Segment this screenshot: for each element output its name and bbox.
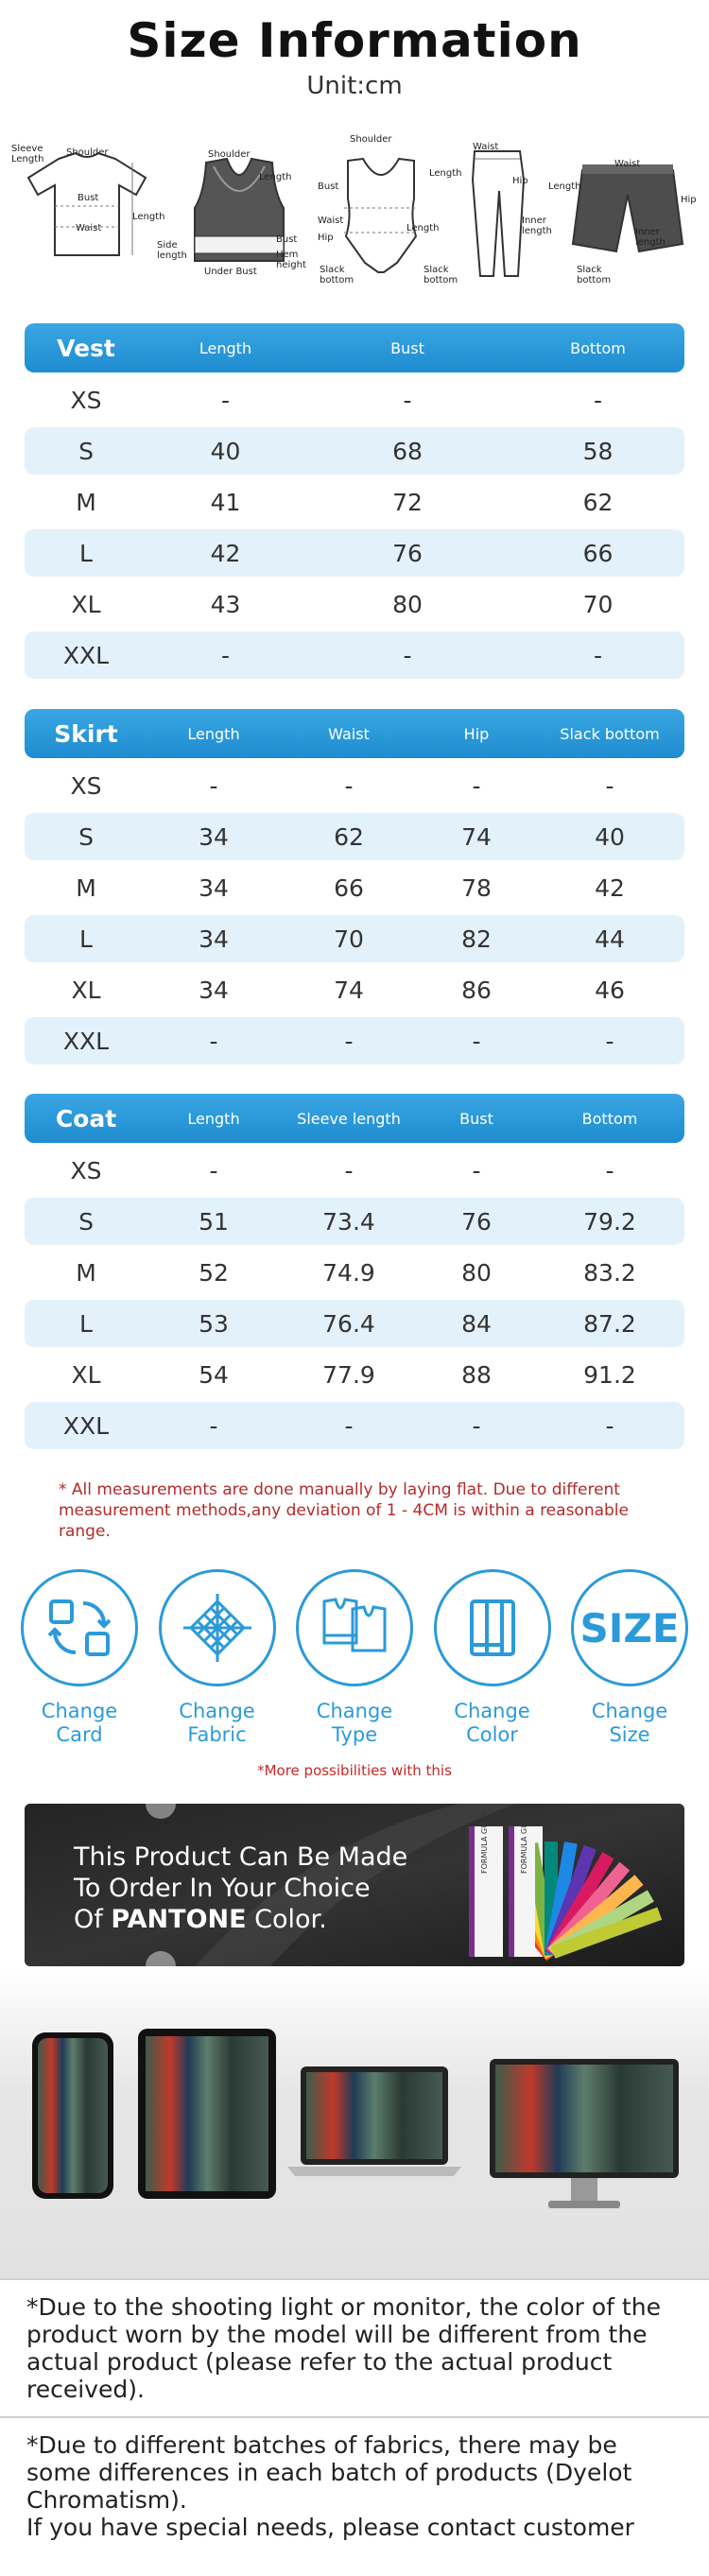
value-cell: - bbox=[472, 1027, 481, 1055]
feature-label-line1: Change bbox=[316, 1700, 393, 1722]
bodysuit-diagram-icon bbox=[329, 142, 433, 284]
column-header: Waist bbox=[328, 724, 370, 743]
bodysuit-label-slack-bottom: Slack bottom bbox=[320, 265, 354, 285]
value-cell: - bbox=[344, 1027, 354, 1055]
vest-label-under-bust: Under Bust bbox=[204, 267, 257, 277]
value-cell: 79.2 bbox=[583, 1207, 636, 1236]
feature-change-fabric bbox=[159, 1569, 276, 1747]
size-cell: XS bbox=[70, 1156, 102, 1184]
feature-label-line1: Change bbox=[454, 1700, 530, 1722]
leggings-label-hip: Hip bbox=[512, 176, 528, 186]
garment-diagrams bbox=[0, 132, 709, 293]
change-card-icon bbox=[21, 1569, 138, 1686]
value-cell: 68 bbox=[392, 437, 423, 465]
value-cell: 80 bbox=[461, 1258, 492, 1287]
value-cell: - bbox=[472, 1411, 481, 1440]
table-row bbox=[25, 478, 684, 526]
pantone-color-fan bbox=[535, 1804, 684, 1966]
table-row bbox=[25, 966, 684, 1013]
skirt-size-table bbox=[25, 709, 684, 1064]
coat-size-table bbox=[25, 1094, 684, 1449]
feature-label bbox=[296, 1700, 413, 1747]
size-cell: L bbox=[79, 1309, 93, 1338]
pantone-line1: This Product Can Be Made bbox=[74, 1842, 408, 1872]
table-row bbox=[25, 427, 684, 475]
column-header: Length bbox=[187, 724, 240, 743]
size-cell: M bbox=[76, 873, 96, 902]
value-cell: 62 bbox=[582, 488, 614, 516]
coat-label-waist: Waist bbox=[76, 223, 102, 233]
size-cell: XL bbox=[71, 1360, 101, 1389]
pantone-banner bbox=[25, 1804, 684, 1966]
size-cell: L bbox=[79, 925, 93, 953]
change-color-icon bbox=[434, 1569, 551, 1686]
size-cell: XL bbox=[71, 590, 101, 618]
disclaimer-lighting: *Due to the shooting light or monitor, the color of the product worn by the model will be different from the actual product (please refer to the actual product received). bbox=[0, 2278, 709, 2395]
size-cell: S bbox=[78, 822, 94, 851]
table-row bbox=[25, 376, 684, 424]
coat-label-shoulder: Shoulder bbox=[66, 147, 109, 158]
table-row bbox=[25, 813, 684, 860]
value-cell: - bbox=[209, 1027, 218, 1055]
column-header: Hip bbox=[463, 724, 490, 743]
table-header bbox=[25, 1094, 684, 1143]
value-cell: - bbox=[403, 386, 412, 414]
feature-change-card bbox=[21, 1569, 138, 1747]
value-cell: 43 bbox=[210, 590, 241, 618]
value-cell: - bbox=[605, 1156, 614, 1184]
size-icon bbox=[571, 1569, 688, 1686]
shorts-label-waist: Waist bbox=[614, 159, 641, 169]
feature-label bbox=[434, 1700, 551, 1747]
size-cell: M bbox=[76, 488, 96, 516]
bodysuit-label-length: Length bbox=[406, 223, 440, 233]
value-cell: - bbox=[209, 1411, 218, 1440]
pantone-line2: To Order In Your Choice bbox=[74, 1874, 371, 1903]
vest-size-table bbox=[25, 323, 684, 679]
feature-label-line1: Change bbox=[591, 1700, 668, 1722]
leggings-label-inner-length: Inner length bbox=[522, 216, 552, 236]
shorts-label-hip: Hip bbox=[681, 195, 697, 205]
size-cell: S bbox=[78, 1207, 94, 1236]
value-cell: 72 bbox=[392, 488, 423, 516]
size-cell: XXL bbox=[62, 641, 110, 669]
feature-change-size bbox=[571, 1569, 688, 1747]
feature-label-line2: Size bbox=[609, 1723, 650, 1746]
size-cell: XXL bbox=[62, 1027, 110, 1055]
size-cell: S bbox=[78, 437, 94, 465]
size-cell: L bbox=[79, 539, 93, 567]
feature-change-color bbox=[434, 1569, 551, 1747]
size-cell: XS bbox=[70, 771, 102, 800]
value-cell: - bbox=[220, 386, 231, 414]
more-possibilities-note: *More possibilities with this bbox=[257, 1762, 452, 1779]
table-header bbox=[25, 323, 684, 372]
table-row bbox=[25, 1198, 684, 1245]
leggings-label-slack-bottom: Slack bottom bbox=[424, 265, 458, 285]
coat-label-sleeve-length: Sleeve Length bbox=[11, 144, 44, 164]
value-cell: 34 bbox=[199, 873, 229, 902]
feature-label-line1: Change bbox=[41, 1700, 118, 1722]
value-cell: 40 bbox=[595, 822, 625, 851]
vest-label-side-length: Side length bbox=[157, 240, 187, 261]
value-cell: 70 bbox=[582, 590, 614, 618]
value-cell: - bbox=[605, 771, 614, 800]
size-cell: M bbox=[76, 1258, 96, 1287]
value-cell: 66 bbox=[582, 539, 614, 567]
value-cell: - bbox=[472, 771, 481, 800]
value-cell: - bbox=[344, 1411, 354, 1440]
value-cell: 80 bbox=[392, 590, 423, 618]
value-cell: 84 bbox=[461, 1309, 492, 1338]
value-cell: 54 bbox=[199, 1360, 229, 1389]
page-title: Size Information bbox=[127, 13, 582, 68]
shorts-label-inner-length: Inner length bbox=[635, 227, 666, 248]
table-row bbox=[25, 864, 684, 911]
value-cell: 74.9 bbox=[322, 1258, 375, 1287]
table-header bbox=[25, 709, 684, 758]
value-cell: 91.2 bbox=[583, 1360, 636, 1389]
value-cell: 58 bbox=[582, 437, 614, 465]
pantone-banner-text bbox=[74, 1841, 407, 1935]
value-cell: 34 bbox=[199, 822, 229, 851]
value-cell: 66 bbox=[334, 873, 364, 902]
measurement-note: * All measurements are done manually by laying flat. Due to different measurement methods,any deviation of 1 - 4CM is within a reasonable range. bbox=[59, 1480, 629, 1541]
value-cell: 76 bbox=[461, 1207, 492, 1236]
value-cell: - bbox=[344, 1156, 354, 1184]
value-cell: - bbox=[593, 386, 603, 414]
guide-label: FORMULA GUIDE bbox=[480, 1809, 489, 1874]
table-title: Vest bbox=[57, 334, 115, 362]
bodysuit-label-waist: Waist bbox=[318, 216, 344, 226]
size-cell: XL bbox=[71, 976, 101, 1004]
feature-label bbox=[159, 1700, 276, 1747]
table-row bbox=[25, 1351, 684, 1398]
size-icon-text: SIZE bbox=[579, 1604, 680, 1651]
value-cell: - bbox=[403, 641, 412, 669]
value-cell: 74 bbox=[461, 822, 492, 851]
feature-label bbox=[21, 1700, 138, 1747]
value-cell: - bbox=[209, 771, 218, 800]
table-row bbox=[25, 1147, 684, 1194]
value-cell: - bbox=[593, 641, 603, 669]
vest-label-hem-height: Hem height bbox=[276, 250, 306, 270]
vest-label-shoulder: Shoulder bbox=[208, 149, 251, 160]
table-row bbox=[25, 529, 684, 577]
value-cell: - bbox=[472, 1156, 481, 1184]
value-cell: 74 bbox=[334, 976, 364, 1004]
value-cell: 88 bbox=[461, 1360, 492, 1389]
value-cell: - bbox=[220, 641, 231, 669]
table-row bbox=[25, 915, 684, 962]
value-cell: 78 bbox=[461, 873, 492, 902]
vest-label-length: Length bbox=[259, 172, 292, 182]
feature-label-line2: Type bbox=[331, 1723, 378, 1746]
leggings-label-length: Length bbox=[429, 168, 462, 179]
column-header: Length bbox=[187, 1109, 240, 1128]
value-cell: 83.2 bbox=[583, 1258, 636, 1287]
value-cell: 86 bbox=[461, 976, 492, 1004]
bodysuit-label-bust: Bust bbox=[318, 182, 339, 192]
value-cell: - bbox=[344, 771, 354, 800]
value-cell: 52 bbox=[199, 1258, 229, 1287]
table-row bbox=[25, 631, 684, 679]
leggings-diagram-icon bbox=[452, 142, 546, 284]
value-cell: 77.9 bbox=[322, 1360, 375, 1389]
table-title: Skirt bbox=[54, 719, 118, 748]
feature-change-type bbox=[296, 1569, 413, 1747]
size-cell: XXL bbox=[62, 1411, 110, 1440]
device-color-showcase bbox=[0, 1966, 709, 2278]
feature-label-line1: Change bbox=[179, 1700, 255, 1722]
feature-label-line2: Card bbox=[56, 1723, 103, 1746]
coat-label-length: Length bbox=[132, 212, 165, 222]
value-cell: - bbox=[605, 1027, 614, 1055]
value-cell: 76 bbox=[392, 539, 423, 567]
table-row bbox=[25, 1017, 684, 1064]
value-cell: - bbox=[209, 1156, 218, 1184]
table-title: Coat bbox=[55, 1104, 117, 1132]
disclaimer-fabric-batch: *Due to different batches of fabrics, there may be some differences in each batch of products (Dyelot Chromatism). If you have special needs, please contact customer bbox=[0, 2416, 709, 2576]
value-cell: 62 bbox=[334, 822, 364, 851]
pantone-line3: Of PANTONE Color. bbox=[74, 1905, 327, 1934]
value-cell: 73.4 bbox=[322, 1207, 375, 1236]
guide-label: FORMULA GUIDE bbox=[520, 1809, 528, 1874]
table-row bbox=[25, 762, 684, 809]
value-cell: 53 bbox=[199, 1309, 229, 1338]
shorts-label-length: Length bbox=[548, 182, 581, 192]
leggings-label-waist: Waist bbox=[473, 142, 499, 152]
value-cell: 46 bbox=[595, 976, 625, 1004]
column-header: Bust bbox=[459, 1109, 493, 1128]
column-header: Bottom bbox=[581, 1109, 638, 1128]
change-fabric-icon bbox=[159, 1569, 276, 1686]
bodysuit-label-hip: Hip bbox=[318, 233, 334, 243]
column-header: Bottom bbox=[570, 338, 626, 357]
column-header: Sleeve length bbox=[297, 1109, 401, 1128]
value-cell: 44 bbox=[595, 925, 625, 953]
table-row bbox=[25, 1300, 684, 1347]
shorts-label-slack-bottom: Slack bottom bbox=[577, 265, 612, 285]
bodysuit-label-shoulder: Shoulder bbox=[350, 134, 392, 145]
value-cell: 82 bbox=[461, 925, 492, 953]
table-row bbox=[25, 1249, 684, 1296]
change-type-icon bbox=[296, 1569, 413, 1686]
column-header: Length bbox=[199, 338, 252, 357]
size-cell: XS bbox=[70, 386, 102, 414]
device-mockups bbox=[0, 1966, 709, 2278]
vest-label-bust: Bust bbox=[276, 234, 298, 245]
value-cell: 87.2 bbox=[583, 1309, 636, 1338]
value-cell: 34 bbox=[199, 925, 229, 953]
feature-label-line2: Fabric bbox=[187, 1723, 247, 1746]
unit-label: Unit:cm bbox=[306, 72, 403, 100]
pantone-guide-book bbox=[469, 1809, 503, 1957]
shorts-diagram-icon bbox=[563, 157, 696, 261]
value-cell: - bbox=[605, 1411, 614, 1440]
value-cell: 41 bbox=[210, 488, 241, 516]
value-cell: 42 bbox=[210, 539, 241, 567]
column-header: Bust bbox=[390, 338, 424, 357]
column-header: Slack bottom bbox=[560, 724, 660, 743]
customization-features bbox=[21, 1569, 688, 1747]
coat-diagram-icon bbox=[21, 149, 153, 263]
table-row bbox=[25, 580, 684, 628]
value-cell: 76.4 bbox=[322, 1309, 375, 1338]
value-cell: 34 bbox=[199, 976, 229, 1004]
feature-label bbox=[571, 1700, 688, 1747]
value-cell: 70 bbox=[334, 925, 364, 953]
feature-label-line2: Color bbox=[466, 1723, 518, 1746]
value-cell: 51 bbox=[199, 1207, 229, 1236]
value-cell: 42 bbox=[595, 873, 625, 902]
value-cell: 40 bbox=[210, 437, 241, 465]
coat-label-bust: Bust bbox=[78, 193, 99, 203]
table-row bbox=[25, 1402, 684, 1449]
